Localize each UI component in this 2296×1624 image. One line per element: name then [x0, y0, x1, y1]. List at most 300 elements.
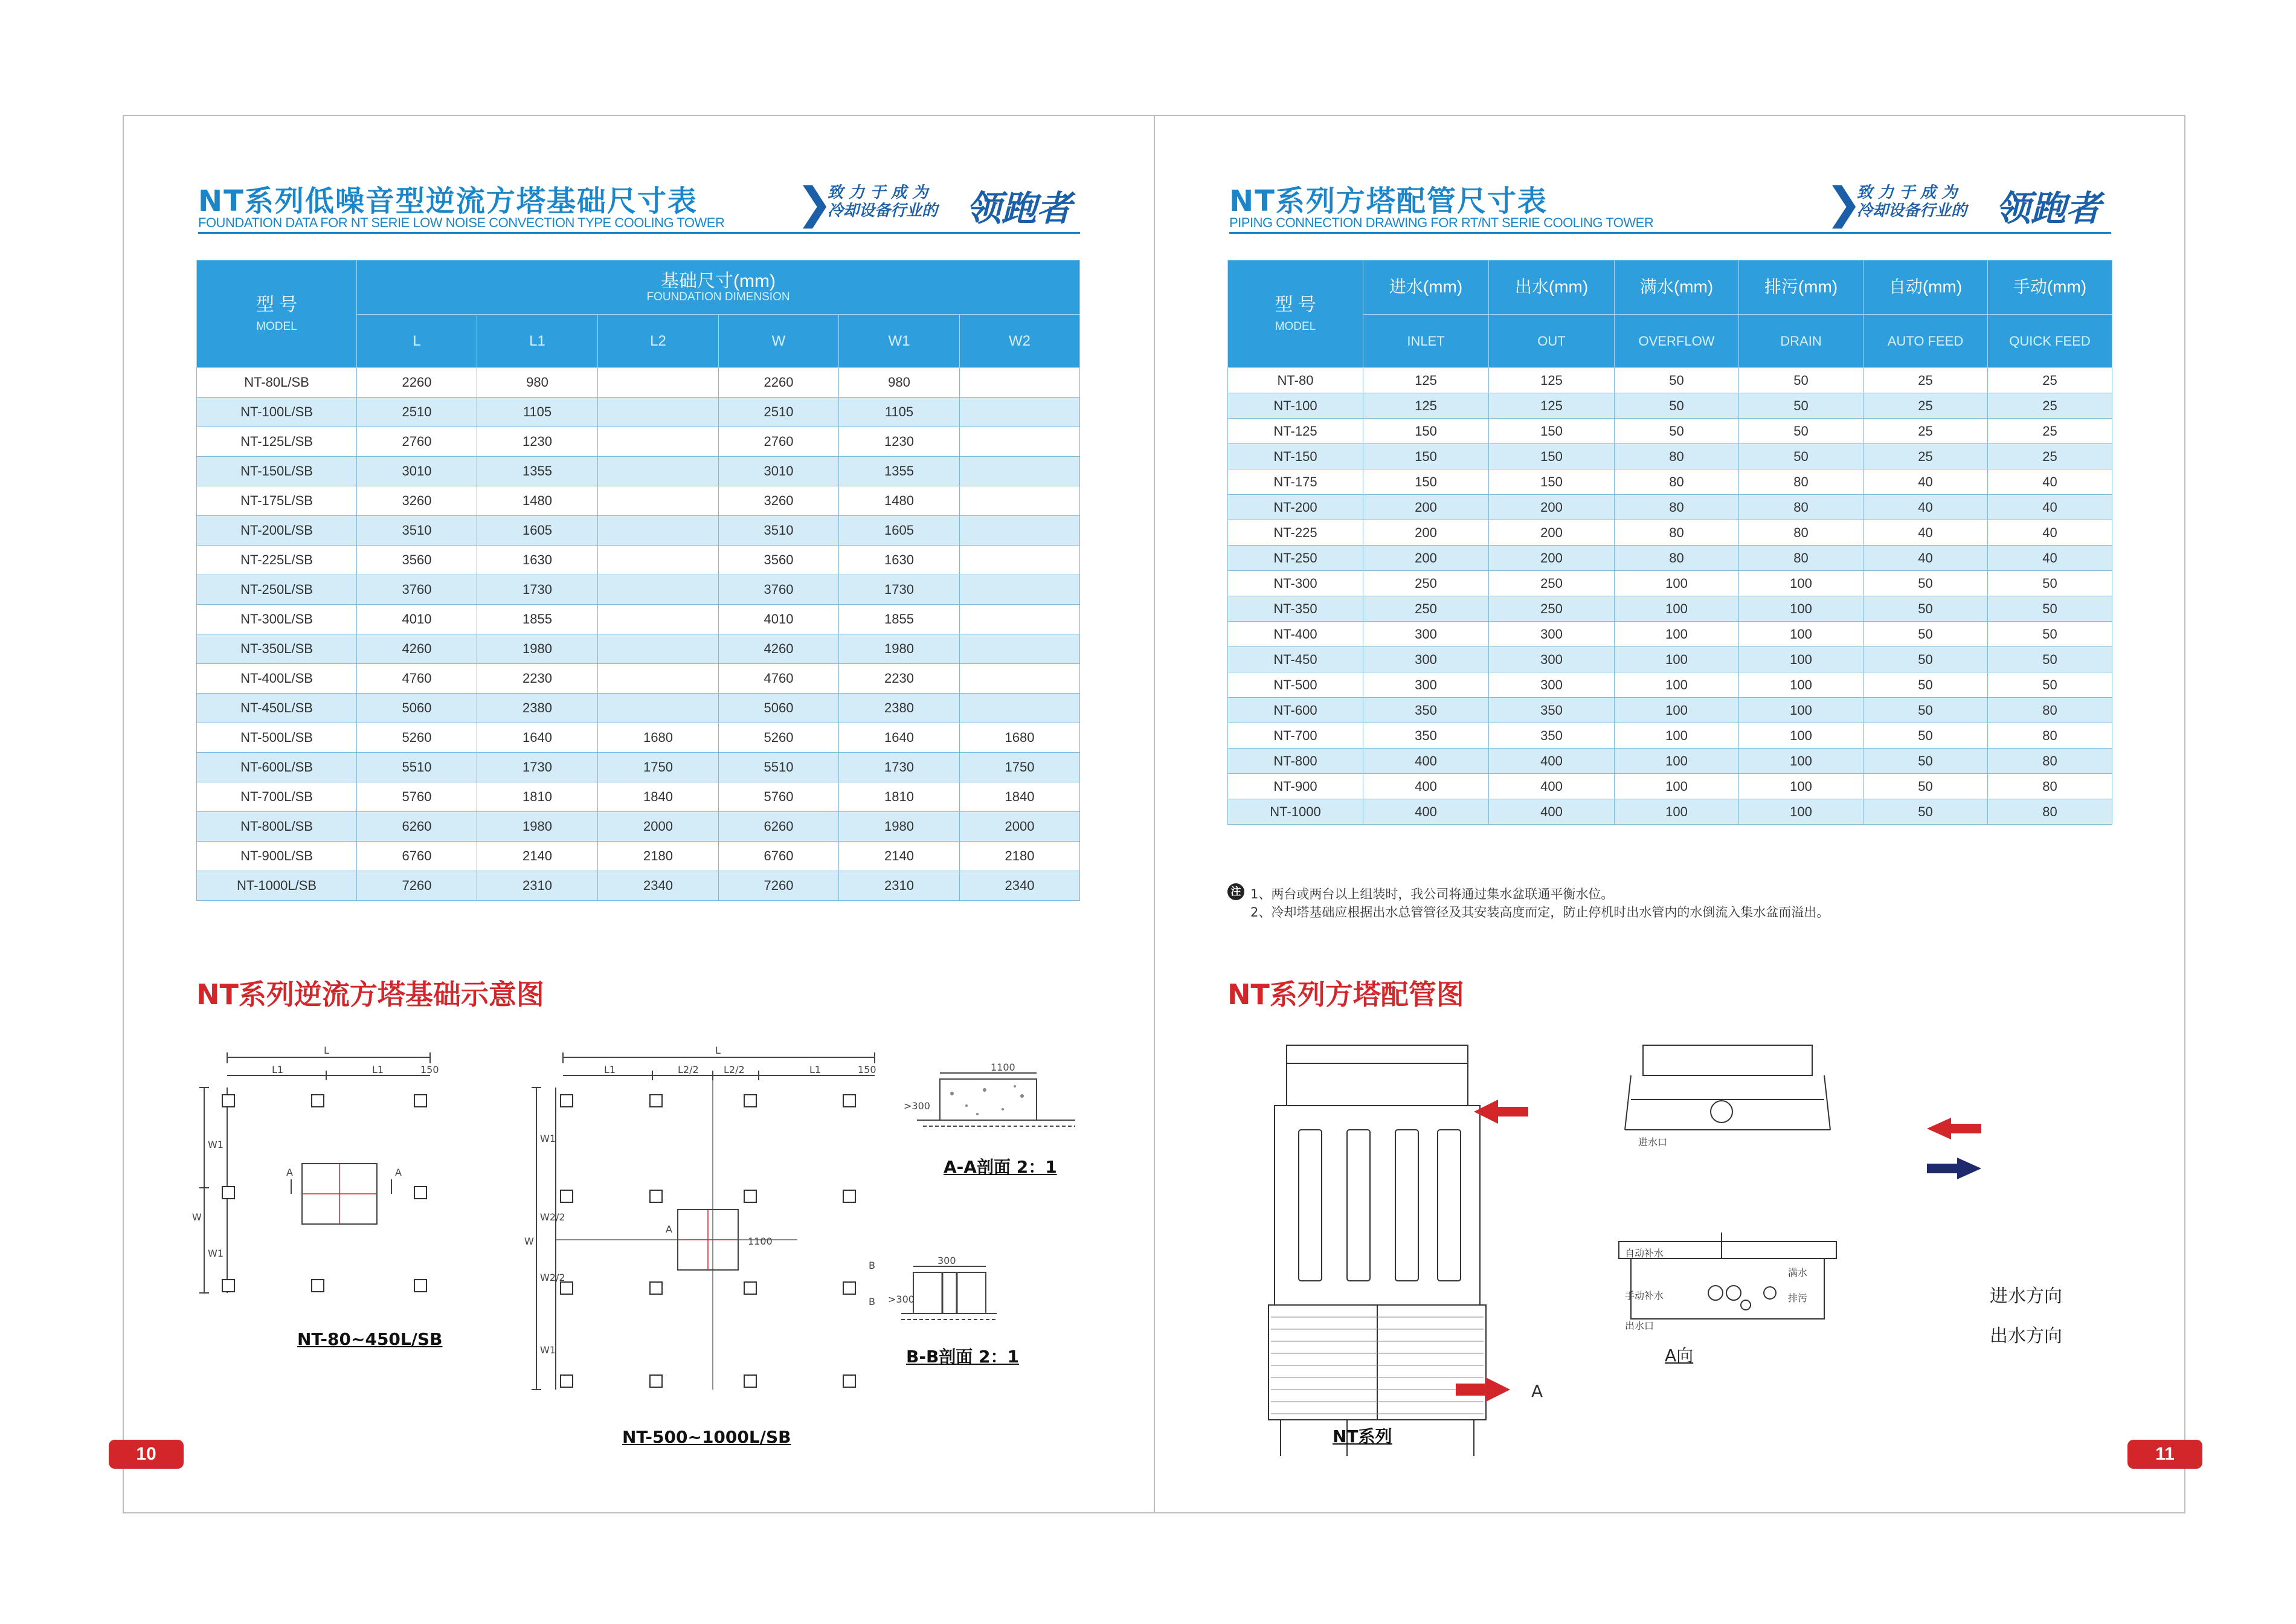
table-row	[1228, 368, 2112, 393]
pipe-size-cell: 100	[1739, 571, 1863, 596]
pipe-size-cell: 400	[1363, 799, 1489, 825]
pipe-size-cell: 100	[1615, 571, 1739, 596]
pipe-size-cell: 40	[1988, 495, 2112, 520]
dimension-cell: 2140	[839, 842, 960, 871]
dimension-column-header: W	[719, 315, 839, 368]
anchor-bolt-icon	[561, 1190, 573, 1202]
left-subtitle: FOUNDATION DATA FOR NT SERIE LOW NOISE CONVECTION TYPE COOLING TOWER	[198, 215, 725, 230]
dimension-cell: 2310	[477, 871, 598, 901]
dimension-column-header: W1	[839, 315, 960, 368]
auto-feed-label: 自动补水	[1625, 1248, 1664, 1259]
table-row	[197, 486, 1080, 516]
model-cell: NT-500L/SB	[197, 723, 357, 753]
model-header	[197, 260, 357, 368]
a-view-caption: A向	[1665, 1345, 1694, 1365]
table-row	[197, 723, 1080, 753]
dimension-cell: 1840	[960, 782, 1080, 812]
pipe-size-cell: 100	[1615, 596, 1739, 622]
dimension-cell: 2510	[357, 398, 477, 427]
pipe-size-cell: 80	[1615, 469, 1739, 495]
dimension-cell: 2760	[357, 427, 477, 457]
pipe-size-cell: 80	[1615, 495, 1739, 520]
anchor-bolt-icon	[744, 1190, 756, 1202]
dimension-column-header: L1	[477, 315, 598, 368]
dim-1100-aa: 1100	[991, 1062, 1015, 1073]
model-cell: NT-400	[1228, 622, 1363, 647]
manual-feed-label: 手动补水	[1625, 1290, 1664, 1301]
dimension-column-header: L	[357, 315, 477, 368]
dimension-cell: 7260	[357, 871, 477, 901]
dimension-cell: 3010	[357, 457, 477, 486]
model-cell: NT-175	[1228, 469, 1363, 495]
dimension-cell: 1230	[477, 427, 598, 457]
right-title: NT系列方塔配管尺寸表	[1229, 184, 1548, 218]
a-direction-label: A	[1531, 1381, 1543, 1401]
right-slogan-chevron-icon: ❯	[1825, 178, 1862, 228]
anchor-bolt-icon	[414, 1280, 426, 1292]
outlet-port-label: 出水口	[1625, 1320, 1654, 1332]
small-layout-caption: NT-80~450L/SB	[297, 1329, 443, 1349]
pipe-column-header-cn: 手动(mm)	[1988, 260, 2112, 315]
pipe-size-cell: 350	[1489, 698, 1615, 723]
pipe-size-cell: 150	[1363, 444, 1489, 469]
anchor-bolt-icon	[312, 1095, 324, 1107]
table-row	[1228, 444, 2112, 469]
dim-L2-half-large: L2/2	[678, 1064, 699, 1075]
inlet-arrow-icon	[1474, 1100, 1528, 1124]
pipe-size-cell: 100	[1739, 749, 1863, 774]
dimension-cell	[960, 664, 1080, 694]
dimension-cell: 5510	[357, 753, 477, 782]
piping-model-header-en: MODEL	[1275, 320, 1316, 333]
table-row	[1228, 723, 2112, 749]
dimension-cell: 1605	[839, 516, 960, 546]
pipe-size-cell: 125	[1363, 393, 1489, 419]
dimension-cell: 980	[477, 368, 598, 398]
dimension-cell: 1355	[839, 457, 960, 486]
dimension-cell: 1730	[477, 575, 598, 605]
pipe-size-cell: 200	[1363, 546, 1489, 571]
dimension-cell: 1730	[477, 753, 598, 782]
pipe-column-header-cn: 自动(mm)	[1863, 260, 1988, 315]
dimension-cell: 2340	[598, 871, 719, 901]
model-cell: NT-1000L/SB	[197, 871, 357, 901]
dimension-cell: 4010	[719, 605, 839, 634]
pipe-size-cell: 150	[1363, 419, 1489, 444]
pipe-size-cell: 40	[1863, 546, 1988, 571]
pipe-size-cell: 80	[1988, 774, 2112, 799]
pipe-size-cell: 50	[1739, 368, 1863, 393]
pipe-size-cell: 200	[1489, 520, 1615, 546]
pipe-size-cell: 125	[1489, 393, 1615, 419]
dimension-cell: 1730	[839, 575, 960, 605]
pipe-size-cell: 200	[1363, 495, 1489, 520]
dimension-cell: 2310	[839, 871, 960, 901]
pipe-size-cell: 300	[1489, 622, 1615, 647]
pipe-size-cell: 50	[1863, 799, 1988, 825]
anchor-bolt-icon	[650, 1095, 662, 1107]
pipe-size-cell: 350	[1363, 698, 1489, 723]
mark-A-left: A	[286, 1167, 293, 1178]
anchor-bolt-icon	[561, 1375, 573, 1387]
dimension-cell	[960, 368, 1080, 398]
model-cell: NT-200L/SB	[197, 516, 357, 546]
dimension-cell: 5060	[357, 694, 477, 723]
table-row	[1228, 495, 2112, 520]
pipe-size-cell: 40	[1988, 546, 2112, 571]
pipe-size-cell: 100	[1739, 596, 1863, 622]
right-section-title: NT系列方塔配管图	[1227, 978, 1464, 1011]
pipe-size-cell: 100	[1739, 723, 1863, 749]
anchor-bolt-icon	[222, 1280, 234, 1292]
table-row	[197, 842, 1080, 871]
dimension-cell	[598, 486, 719, 516]
dimension-cell	[960, 486, 1080, 516]
dimension-cell: 3010	[719, 457, 839, 486]
pipe-column-header-en: DRAIN	[1739, 315, 1863, 368]
large-layout-caption: NT-500~1000L/SB	[622, 1427, 791, 1447]
dim-W1-small: W1	[208, 1139, 223, 1150]
inlet-detail-drawing	[1625, 1045, 1830, 1130]
dimension-cell: 1230	[839, 427, 960, 457]
left-slogan-line2: 冷却设备行业的	[828, 201, 938, 220]
model-cell: NT-400L/SB	[197, 664, 357, 694]
dimension-cell: 1810	[477, 782, 598, 812]
pipe-column-header-en: AUTO FEED	[1863, 315, 1988, 368]
model-cell: NT-700	[1228, 723, 1363, 749]
pipe-size-cell: 80	[1988, 698, 2112, 723]
pipe-size-cell: 100	[1615, 774, 1739, 799]
dim-gt300-bb: >300	[888, 1294, 915, 1305]
dimension-cell: 2180	[598, 842, 719, 871]
dimension-cell: 2230	[839, 664, 960, 694]
anchor-bolt-icon	[414, 1095, 426, 1107]
dim-150-large: 150	[858, 1064, 876, 1075]
dimension-cell	[960, 398, 1080, 427]
aa-section-drawing	[917, 1073, 1075, 1126]
dimension-cell: 5760	[719, 782, 839, 812]
table-row	[1228, 774, 2112, 799]
model-cell: NT-800	[1228, 749, 1363, 774]
table-row	[197, 634, 1080, 664]
pipe-size-cell: 50	[1739, 444, 1863, 469]
dimension-cell: 4260	[357, 634, 477, 664]
pipe-size-cell: 150	[1363, 469, 1489, 495]
pipe-size-cell: 50	[1988, 596, 2112, 622]
pipe-size-cell: 50	[1988, 571, 2112, 596]
tower-elevation-drawing	[1269, 1045, 1486, 1456]
dimension-group-header	[357, 260, 1080, 315]
dimension-cell: 1480	[839, 486, 960, 516]
dimension-cell: 3510	[357, 516, 477, 546]
mark-A-large: A	[666, 1223, 672, 1235]
aa-section-caption: A-A剖面 2：1	[944, 1157, 1057, 1177]
pipe-size-cell: 250	[1489, 571, 1615, 596]
legend-outlet-text: 出水方向	[1990, 1326, 2062, 1347]
pipe-size-cell: 100	[1739, 799, 1863, 825]
dim-W2-half-large-b: W2/2	[540, 1272, 565, 1283]
table-row	[197, 871, 1080, 901]
piping-drawing	[1256, 1033, 2175, 1456]
dimension-cell: 1810	[839, 782, 960, 812]
pipe-size-cell: 80	[1988, 799, 2112, 825]
dimension-group-cn: 基础尺寸(mm)	[661, 271, 776, 291]
pipe-size-cell: 40	[1988, 469, 2112, 495]
model-cell: NT-200	[1228, 495, 1363, 520]
pipe-size-cell: 25	[1863, 444, 1988, 469]
table-row	[197, 812, 1080, 842]
dim-L1-small-b: L1	[372, 1064, 384, 1075]
dimension-cell: 1105	[839, 398, 960, 427]
dimension-cell: 4260	[719, 634, 839, 664]
dimension-cell: 1480	[477, 486, 598, 516]
table-row	[1228, 698, 2112, 723]
pipe-size-cell: 100	[1615, 622, 1739, 647]
pipe-size-cell: 80	[1739, 546, 1863, 571]
anchor-bolt-icon	[561, 1095, 573, 1107]
dimension-cell: 7260	[719, 871, 839, 901]
mark-B-bottom: B	[869, 1296, 875, 1307]
table-row	[1228, 799, 2112, 825]
left-slogan-line1: 致 力 于 成 为	[828, 184, 928, 202]
table-row	[197, 664, 1080, 694]
pipe-size-cell: 25	[1988, 393, 2112, 419]
dimension-cell: 3760	[357, 575, 477, 605]
model-header-cn: 型 号	[256, 294, 298, 315]
dimension-cell: 5260	[357, 723, 477, 753]
pipe-size-cell: 300	[1363, 672, 1489, 698]
pipe-size-cell: 100	[1739, 672, 1863, 698]
dim-300-bb: 300	[937, 1255, 956, 1266]
dim-L1-small: L1	[272, 1064, 284, 1075]
pipe-size-cell: 50	[1863, 749, 1988, 774]
table-row	[197, 368, 1080, 398]
table-row	[1228, 749, 2112, 774]
dimension-cell	[598, 427, 719, 457]
pipe-size-cell: 100	[1615, 723, 1739, 749]
pipe-size-cell: 80	[1988, 749, 2112, 774]
dimension-cell: 1980	[477, 634, 598, 664]
pipe-size-cell: 40	[1988, 520, 2112, 546]
dimension-cell	[598, 546, 719, 575]
pipe-size-cell: 50	[1739, 419, 1863, 444]
model-cell: NT-500	[1228, 672, 1363, 698]
dimension-cell: 1105	[477, 398, 598, 427]
dimension-cell: 1750	[598, 753, 719, 782]
pipe-size-cell: 80	[1615, 546, 1739, 571]
table-row	[1228, 546, 2112, 571]
pipe-size-cell: 250	[1363, 596, 1489, 622]
pipe-size-cell: 50	[1863, 596, 1988, 622]
dimension-cell: 1730	[839, 753, 960, 782]
dimension-cell: 3760	[719, 575, 839, 605]
dim-W1-small-b: W1	[208, 1248, 223, 1259]
pipe-size-cell: 80	[1615, 444, 1739, 469]
pipe-size-cell: 50	[1988, 622, 2112, 647]
dim-gt300-aa: >300	[904, 1100, 930, 1112]
pipe-column-header-en: INLET	[1363, 315, 1489, 368]
pipe-size-cell: 40	[1863, 469, 1988, 495]
model-cell: NT-125	[1228, 419, 1363, 444]
dimension-cell	[960, 516, 1080, 546]
dim-L2-half-large-b: L2/2	[724, 1064, 745, 1075]
piping-header-cn-row	[1228, 260, 2112, 315]
dimension-cell	[598, 516, 719, 546]
pipe-size-cell: 50	[1863, 571, 1988, 596]
dimension-cell: 1980	[839, 812, 960, 842]
dimension-cell: 1855	[477, 605, 598, 634]
dimension-cell	[598, 694, 719, 723]
note-line-2: 2、冷却塔基础应根据出水总管管径及其安装高度而定，防止停机时出水管内的水倒流入集水盆而溢出。	[1250, 905, 1830, 920]
dimension-group-en: FOUNDATION DIMENSION	[646, 290, 790, 303]
dimension-cell	[960, 634, 1080, 664]
dimension-cell: 6760	[719, 842, 839, 871]
anchor-bolt-icon	[414, 1187, 426, 1199]
pipe-size-cell: 250	[1363, 571, 1489, 596]
pipe-size-cell: 80	[1988, 723, 2112, 749]
left-slogan-chevron-icon: ❯	[796, 178, 833, 228]
anchor-bolt-icon	[561, 1282, 573, 1294]
model-cell: NT-300L/SB	[197, 605, 357, 634]
dimension-cell: 1680	[598, 723, 719, 753]
model-cell: NT-225	[1228, 520, 1363, 546]
dimension-cell: 6760	[357, 842, 477, 871]
right-slogan	[1857, 184, 1967, 221]
table-row	[197, 782, 1080, 812]
table-row	[1228, 520, 2112, 546]
dimension-cell: 1355	[477, 457, 598, 486]
left-title: NT系列低噪音型逆流方塔基础尺寸表	[198, 184, 698, 218]
pipe-size-cell: 50	[1863, 647, 1988, 672]
dimension-cell: 5060	[719, 694, 839, 723]
dimension-cell: 1855	[839, 605, 960, 634]
dimension-cell	[598, 368, 719, 398]
dimension-cell: 1840	[598, 782, 719, 812]
model-cell: NT-900	[1228, 774, 1363, 799]
pipe-column-header-en: OUT	[1489, 315, 1615, 368]
right-slogan-line2: 冷却设备行业的	[1857, 201, 1967, 220]
pipe-size-cell: 25	[1988, 368, 2112, 393]
pipe-size-cell: 50	[1988, 647, 2112, 672]
bb-section-drawing	[901, 1266, 997, 1320]
model-cell: NT-100L/SB	[197, 398, 357, 427]
pipe-size-cell: 350	[1489, 723, 1615, 749]
model-cell: NT-300	[1228, 571, 1363, 596]
dimension-cell	[960, 575, 1080, 605]
pipe-size-cell: 125	[1363, 368, 1489, 393]
dimension-cell: 2230	[477, 664, 598, 694]
pipe-size-cell: 40	[1863, 520, 1988, 546]
table-row	[1228, 469, 2112, 495]
pipe-size-cell: 100	[1615, 672, 1739, 698]
dimension-cell: 3560	[357, 546, 477, 575]
dim-L1-large-b: L1	[809, 1064, 822, 1075]
anchor-bolt-icon	[843, 1190, 855, 1202]
pipe-size-cell: 400	[1363, 749, 1489, 774]
table-row	[197, 753, 1080, 782]
dimension-column-header: W2	[960, 315, 1080, 368]
anchor-bolt-icon	[650, 1375, 662, 1387]
inlet-port-label: 进水口	[1638, 1136, 1668, 1148]
model-cell: NT-450	[1228, 647, 1363, 672]
dimension-cell: 1640	[477, 723, 598, 753]
dimension-cell: 1605	[477, 516, 598, 546]
table-row	[197, 575, 1080, 605]
foundation-drawing	[181, 1039, 1099, 1462]
anchor-bolt-icon	[843, 1095, 855, 1107]
pipe-size-cell: 150	[1489, 469, 1615, 495]
pipe-size-cell: 400	[1489, 774, 1615, 799]
anchor-bolt-icon	[744, 1282, 756, 1294]
right-page-number: 11	[2127, 1440, 2202, 1469]
dimension-cell: 3510	[719, 516, 839, 546]
note-marker-icon: 注	[1227, 883, 1244, 900]
pipe-size-cell: 50	[1863, 723, 1988, 749]
model-cell: NT-250L/SB	[197, 575, 357, 605]
pipe-size-cell: 50	[1988, 672, 2112, 698]
bb-section-caption: B-B剖面 2：1	[906, 1347, 1020, 1367]
anchor-bolt-icon	[650, 1190, 662, 1202]
dimension-cell	[960, 546, 1080, 575]
pipe-size-cell: 350	[1363, 723, 1489, 749]
pipe-size-cell: 100	[1615, 749, 1739, 774]
left-slogan	[828, 184, 937, 221]
model-cell: NT-600L/SB	[197, 753, 357, 782]
dimension-cell: 1750	[960, 753, 1080, 782]
dim-W1-large-b: W1	[540, 1344, 556, 1356]
left-section-title: NT系列逆流方塔基础示意图	[196, 978, 544, 1011]
pipe-size-cell: 40	[1863, 495, 1988, 520]
dimension-cell: 4760	[719, 664, 839, 694]
left-slogan-big: 领跑者	[966, 188, 1072, 229]
right-slogan-line1: 致 力 于 成 为	[1857, 184, 1958, 202]
table-row	[1228, 672, 2112, 698]
pipe-size-cell: 25	[1988, 444, 2112, 469]
pipe-size-cell: 50	[1863, 622, 1988, 647]
model-cell: NT-450L/SB	[197, 694, 357, 723]
model-cell: NT-600	[1228, 698, 1363, 723]
pipe-size-cell: 250	[1489, 596, 1615, 622]
pipe-size-cell: 400	[1363, 774, 1489, 799]
piping-model-header	[1228, 260, 1363, 368]
note-line-1: 1、两台或两台以上组装时，我公司将通过集水盆联通平衡水位。	[1250, 887, 1614, 901]
dimension-cell	[598, 634, 719, 664]
dimension-cell	[960, 694, 1080, 723]
dimension-cell: 3260	[719, 486, 839, 516]
dimension-cell: 2760	[719, 427, 839, 457]
dimension-cell	[598, 398, 719, 427]
legend-outlet-arrow-icon	[1927, 1158, 1981, 1179]
dimension-cell: 2380	[477, 694, 598, 723]
dimension-cell	[960, 457, 1080, 486]
right-subtitle: PIPING CONNECTION DRAWING FOR RT/NT SERIE COOLING TOWER	[1229, 215, 1654, 230]
mark-B-top: B	[869, 1260, 875, 1271]
pipe-size-cell: 25	[1988, 419, 2112, 444]
pipe-size-cell: 80	[1615, 520, 1739, 546]
dimension-cell: 5760	[357, 782, 477, 812]
model-header-en: MODEL	[256, 320, 297, 333]
pipe-size-cell: 100	[1739, 647, 1863, 672]
pipe-size-cell: 100	[1615, 647, 1739, 672]
dimension-cell: 2260	[357, 368, 477, 398]
anchor-bolt-icon	[843, 1375, 855, 1387]
pipe-size-cell: 300	[1489, 647, 1615, 672]
dim-W-small: W	[192, 1211, 202, 1223]
table-row	[1228, 419, 2112, 444]
pipe-size-cell: 50	[1739, 393, 1863, 419]
table-row	[197, 546, 1080, 575]
anchor-bolt-icon	[744, 1095, 756, 1107]
